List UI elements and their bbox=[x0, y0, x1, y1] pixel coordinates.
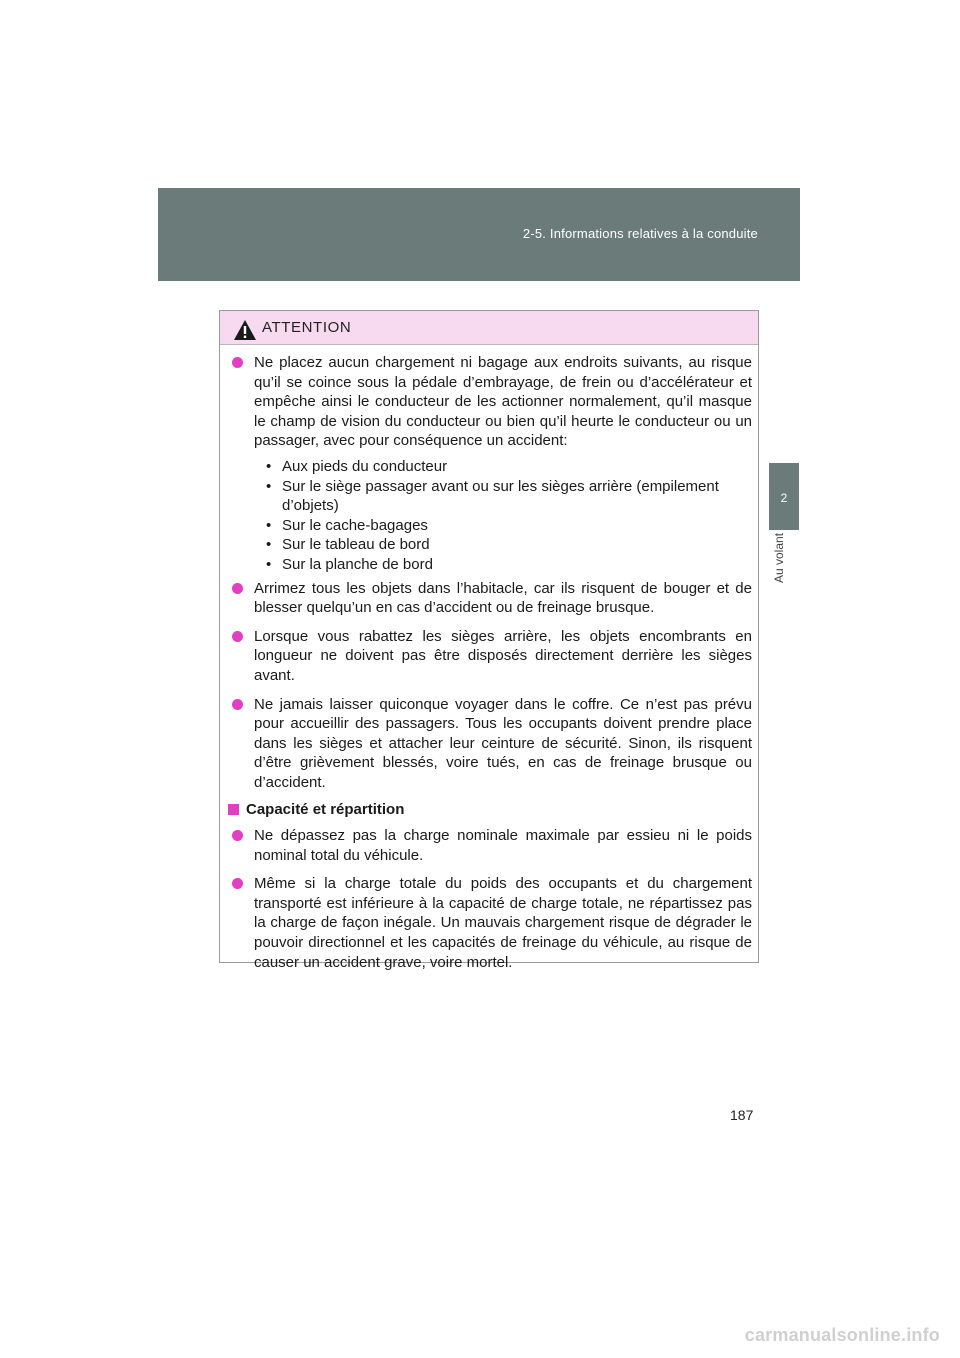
warning-body bbox=[220, 345, 758, 972]
warning-item-text: Ne jamais laisser quiconque voyager dans le coffre. Ce n’est pas prévu pour accueillir des passagers. Tous les occupants doivent prendre place dans les sièges et attacher leur ceinture de sécurité. Sinon, ils risquent d’être grièvement blessés, voire tués, en cas de freinage brusque ou d’accident. bbox=[254, 695, 752, 791]
bullet-icon: • bbox=[266, 457, 272, 475]
bullet-icon bbox=[232, 878, 243, 889]
sub-list-item-text: Sur le tableau de bord bbox=[282, 536, 430, 554]
warning-item bbox=[226, 353, 752, 451]
warning-item-text: Arrimez tous les objets dans l’habitacle, car ils risquent de bouger et de blesser quelqu’un en cas d’accident ou de freinage brusque. bbox=[254, 579, 752, 617]
warning-triangle-icon bbox=[233, 319, 257, 341]
sub-list-item-text: Sur le cache-bagages bbox=[282, 516, 428, 534]
warning-box bbox=[219, 310, 759, 971]
chapter-tab[interactable] bbox=[769, 463, 799, 530]
bullet-icon: • bbox=[266, 516, 272, 534]
sub-list-item bbox=[260, 477, 752, 516]
warning-item-text: Même si la charge totale du poids des occupants et du chargement transporté est inférieure à la capacité de charge totale, ne répartissez pas la charge de façon inégale. Un mauvais chargement risque de dégrader le pouvoir directionnel et les capacités de freinage du véhicule, au risque de causer un accident grave, voire mortel. bbox=[254, 875, 752, 971]
bullet-icon bbox=[232, 699, 243, 710]
chapter-number: 2 bbox=[780, 491, 788, 505]
page-number: 187 bbox=[730, 1107, 754, 1123]
bullet-icon bbox=[232, 357, 243, 368]
sub-list-item bbox=[260, 457, 752, 477]
bullet-icon bbox=[232, 631, 243, 642]
warning-item bbox=[226, 695, 752, 793]
bullet-icon: • bbox=[266, 555, 272, 573]
sub-list-item-text: Aux pieds du conducteur bbox=[282, 457, 448, 475]
warning-item bbox=[226, 627, 752, 686]
sub-list bbox=[226, 457, 752, 575]
section-heading-text: Capacité et répartition bbox=[246, 801, 405, 819]
warning-item-text: Ne dépassez pas la charge nominale maximale par essieu ni le poids nominal total du véhicule. bbox=[254, 827, 752, 864]
warning-header bbox=[220, 311, 758, 345]
warning-item bbox=[226, 826, 752, 865]
bullet-icon: • bbox=[266, 536, 272, 554]
watermark: carmanualsonline.info bbox=[744, 1325, 940, 1345]
sub-list-item-text: Sur le siège passager avant ou sur les sièges arrière (empilement d’objets) bbox=[282, 477, 719, 515]
warning-item-text: Lorsque vous rabattez les sièges arrière, les objets encombrants en longueur ne doivent pas être disposés directement derrière les sièges avant. bbox=[254, 627, 752, 684]
bullet-icon: • bbox=[266, 477, 272, 495]
section-title: 2-5. Informations relatives à la conduite bbox=[522, 226, 758, 241]
sub-list-item bbox=[260, 535, 752, 555]
warning-item bbox=[226, 874, 752, 972]
header-band bbox=[158, 188, 800, 281]
section-heading bbox=[226, 800, 752, 820]
chapter-label: Au volant bbox=[772, 533, 786, 584]
sub-list-item-text: Sur la planche de bord bbox=[282, 555, 433, 573]
warning-title: ATTENTION bbox=[262, 319, 352, 336]
warning-item bbox=[226, 579, 752, 618]
sub-list-item bbox=[260, 516, 752, 536]
warning-item-text: Ne placez aucun chargement ni bagage aux endroits suivants, au risque qu’il se coince sous la pédale d’embrayage, de frein ou d’accélérateur et empêche ainsi le conducteur de les actionner normalement, qu’il masque le champ de vision du conducteur ou bien qu’il heurte le conducteur ou un passager, avec pour conséquence un accident: bbox=[254, 354, 752, 450]
sub-list-item bbox=[260, 555, 752, 575]
square-bullet-icon bbox=[228, 804, 239, 815]
bullet-icon bbox=[232, 583, 243, 594]
bullet-icon bbox=[232, 830, 243, 841]
